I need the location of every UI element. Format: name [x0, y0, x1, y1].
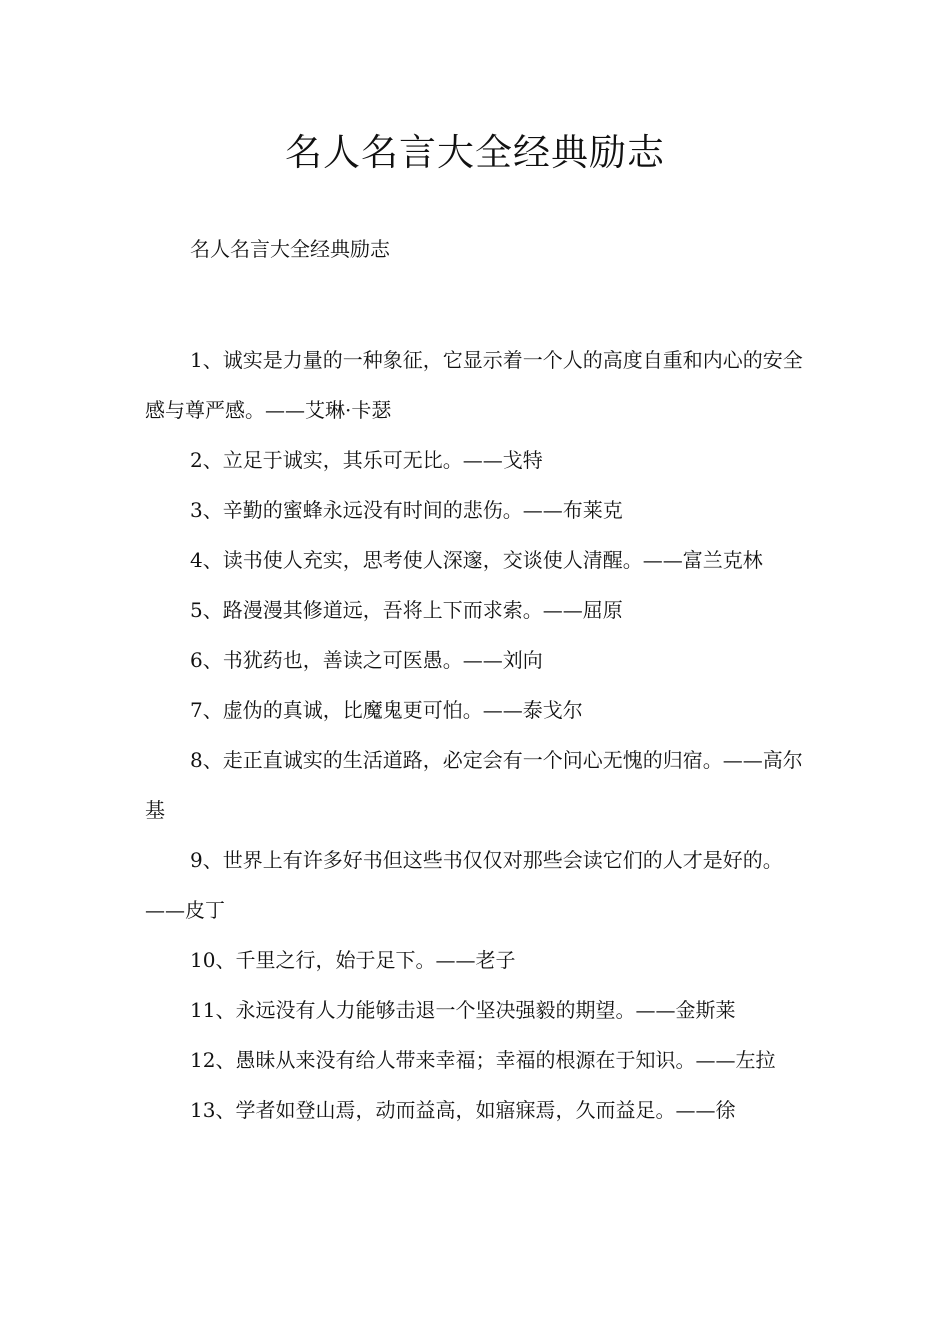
quote-item: 1、诚实是力量的一种象征，它显示着一个人的高度自重和内心的安全感与尊严感。——艾琳·卡瑟 [145, 348, 803, 422]
quote-item: 2、立足于诚实，其乐可无比。——戈特 [190, 448, 543, 472]
document-title: 名人名言大全经典励志 [285, 131, 665, 174]
quote-item: 3、辛勤的蜜蜂永远没有时间的悲伤。——布莱克 [190, 498, 623, 522]
quote-item: 9、世界上有许多好书但这些书仅仅对那些会读它们的人才是好的。——皮丁 [145, 848, 783, 922]
quote-item: 12、愚昧从来没有给人带来幸福；幸福的根源在于知识。——左拉 [190, 1048, 776, 1072]
quote-item: 6、书犹药也，善读之可医愚。——刘向 [190, 648, 543, 672]
quote-item: 10、千里之行，始于足下。——老子 [190, 948, 516, 972]
quote-item: 8、走正直诚实的生活道路，必定会有一个问心无愧的归宿。——高尔基 [145, 748, 803, 822]
quote-list [145, 335, 805, 1135]
quote-item: 4、读书使人充实，思考使人深邃，交谈使人清醒。——富兰克林 [190, 548, 763, 572]
quote-item: 11、永远没有人力能够击退一个坚决强毅的期望。——金斯莱 [190, 998, 736, 1022]
quote-item: 7、虚伪的真诚，比魔鬼更可怕。——泰戈尔 [190, 698, 583, 722]
document-subtitle: 名人名言大全经典励志 [190, 237, 390, 261]
quote-item: 5、路漫漫其修道远，吾将上下而求索。——屈原 [190, 598, 623, 622]
quote-item: 13、学者如登山焉，动而益高，如寤寐焉，久而益足。——徐 [190, 1098, 736, 1122]
